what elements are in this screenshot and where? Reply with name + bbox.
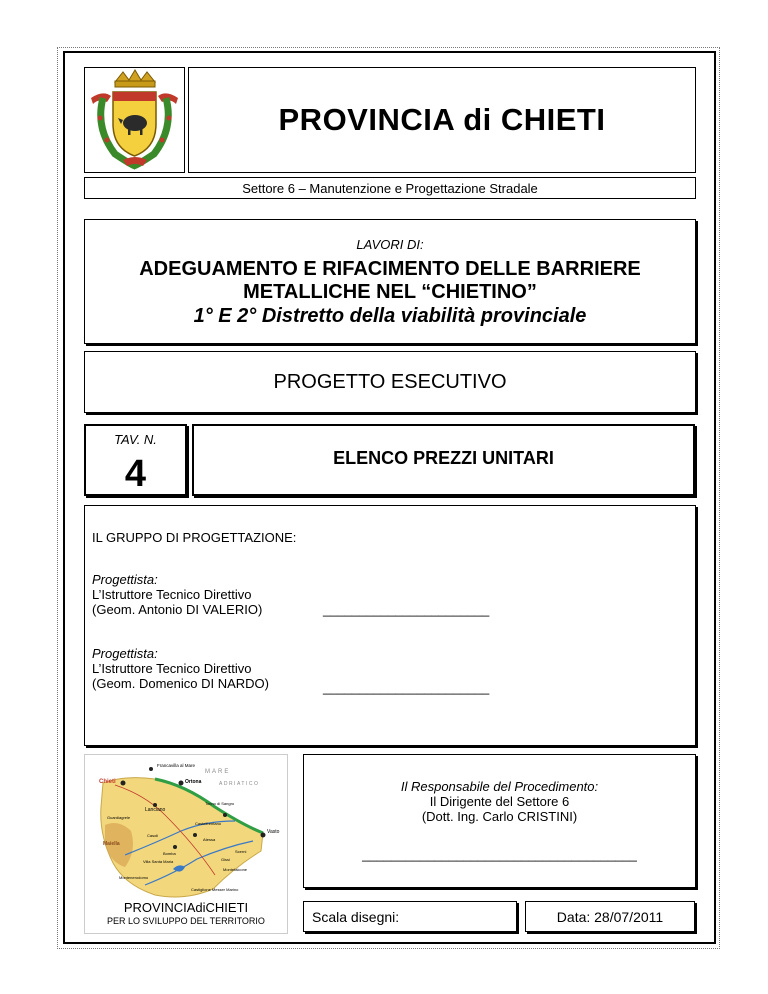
design-group-heading: IL GRUPPO DI PROGETTAZIONE:	[92, 530, 297, 545]
designer-1-name: (Geom. Antonio DI VALERIO)	[92, 602, 263, 617]
map-town-montefalcone: Montefalcone	[223, 867, 248, 872]
tav-box	[84, 424, 187, 496]
project-type: PROGETTO ESECUTIVO	[84, 351, 696, 413]
map-town-bomba: Bomba	[163, 851, 176, 856]
map-town-francavilla: Francavilla al Mare	[157, 763, 196, 768]
works-title-line2: METALLICHE NEL “CHIETINO”	[243, 281, 537, 303]
works-title-line1: ADEGUAMENTO E RIFACIMENTO DELLE BARRIERE	[139, 258, 641, 280]
coat-of-arms	[84, 67, 185, 173]
designer-2-role: Progettista:	[92, 646, 158, 661]
works-subtitle: 1° E 2° Distretto della viabilità provinciale	[193, 305, 587, 327]
tav-number: 4	[124, 453, 147, 495]
map-town-villa-santa-maria: Villa Santa Maria	[143, 859, 174, 864]
date-box	[525, 901, 695, 932]
map-town-castelfrentano: Castelfrentano	[195, 821, 222, 826]
scale-box	[303, 901, 517, 932]
responsible-position: Il Dirigente del Settore 6	[429, 794, 570, 809]
map-town-gissi: Gissi	[221, 857, 230, 862]
responsible-name: (Dott. Ing. Carlo CRISTINI)	[421, 809, 578, 824]
works-box	[84, 219, 696, 344]
map-town-atessa: Atessa	[203, 837, 216, 842]
tav-label: TAV. N.	[114, 432, 157, 447]
scale-label: Scala disegni:	[312, 909, 400, 925]
designer-1-position: L’Istruttore Tecnico Direttivo	[92, 587, 252, 602]
map-town-torino-di-sangro: Torino di Sangro	[205, 801, 235, 806]
responsible-box	[303, 754, 696, 888]
design-group-box	[84, 505, 696, 746]
designer-1-role: Progettista:	[92, 572, 158, 587]
map-town-vasto: Vasto	[267, 829, 280, 835]
map-town-guardiagrele: Guardiagrele	[107, 815, 131, 820]
map-sea-label-2: ADRIATICO	[219, 781, 260, 787]
map-town-ortona: Ortona	[185, 779, 202, 785]
map-town-chieti: Chieti	[99, 779, 116, 785]
designer-2-name: (Geom. Domenico DI NARDO)	[92, 676, 269, 691]
tav-title-box	[192, 424, 695, 496]
designer-2-position: L’Istruttore Tecnico Direttivo	[92, 661, 252, 676]
date-label: Data: 28/07/2011	[556, 909, 664, 925]
map-tagline: PER LO SVILUPPO DEL TERRITORIO	[107, 916, 265, 926]
map-brand: PROVINCIAdiCHIETI	[123, 900, 249, 915]
map-town-lanciano: Lanciano	[145, 807, 166, 813]
map-sea-label-1: MARE	[205, 769, 231, 775]
responsible-signature-line: ______________________________________	[362, 847, 637, 862]
map-town-casoli: Casoli	[147, 833, 159, 838]
map-town-maiella: Maiella	[103, 841, 120, 847]
designer-1-signature-line: _______________________	[323, 602, 490, 617]
coat-of-arms-icon	[85, 68, 184, 172]
works-label: LAVORI DI:	[356, 237, 424, 252]
map-town-scerni: Scerni	[235, 849, 247, 854]
designer-2-signature-line: _______________________	[323, 680, 490, 695]
province-map	[84, 754, 288, 934]
page-title: PROVINCIA di CHIETI	[188, 67, 696, 173]
sector-label: Settore 6 – Manutenzione e Progettazione Stradale	[84, 177, 696, 199]
province-map-icon	[85, 755, 287, 905]
map-town-castiglione: Castiglione Messer Marino	[191, 887, 239, 892]
responsible-role: Il Responsabile del Procedimento:	[400, 779, 599, 794]
map-town-montenerodomo: Montenerodomo	[119, 875, 149, 880]
tav-title: ELENCO PREZZI UNITARI	[333, 448, 554, 468]
